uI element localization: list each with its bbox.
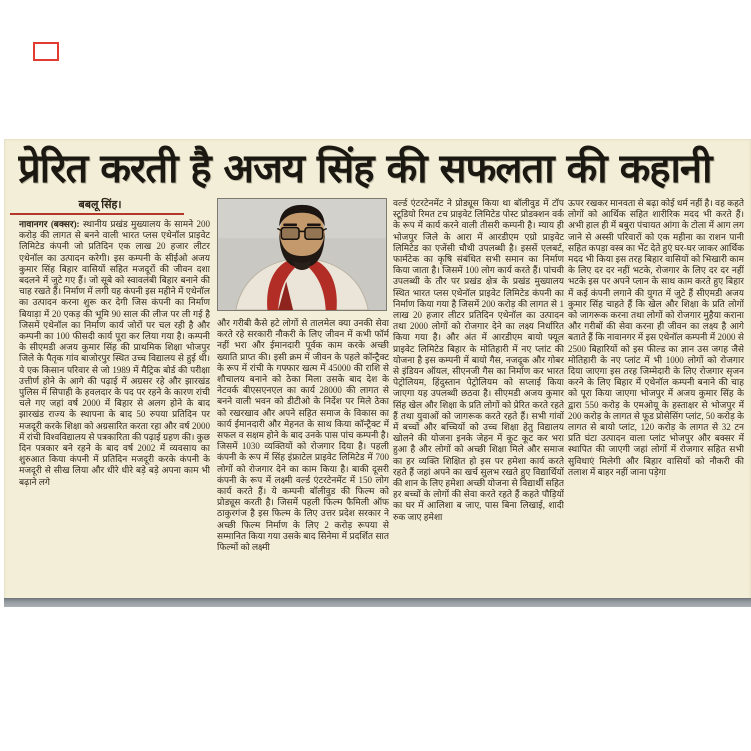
red-marker-box bbox=[33, 42, 59, 61]
text-column-2 bbox=[217, 318, 389, 597]
dateline: नावानगर (बक्सर): bbox=[19, 219, 80, 229]
column-3-text: वर्ल्ड एंटरटेनमेंट ने प्रोड्यूस किया था बॉलीवुड में टॉप स्टूडियो रिमत टच प्राइवेट लिमिटेड पोस्ट प्रोडक्शन वर्क के रूप में कार्य करने वाली तीसरी कम्पनी है। म्याय ही भोजपुर जिले के आरा में आरडीएम एग्रो प्राइवेट लिमिटेड का एजेंसी चौथी उपलब्धी है। इससें एलबर्ट, फार्मटेक का कृषि संबंधित सभी समान का निर्माण किया जाता है। जिसमें 100 लोग कार्य करते हैं। पांचवी उपलब्धी के तौर पर प्रखंड क्षेत्र के प्रखंड मुख्यालय स्थित भारत प्लस एथेनॉल प्राइवेट लिमिटेड कंपनी का निर्माण किया गया है जिसमें 200 करोड़ की लागत से 1 लाख 20 हजार लीटर प्रतिदिन एथेनॉल का उत्पादन तथा 2000 लोगों को रोजगार देने का लक्ष्य निर्धारित किया गया है। और अंत में आरडीएम बायो फ्यूल प्राइवेट लिमिटेड बिहार के मोतिहारी में नए प्लांट की योजना है इस कम्पनी में बायो गैस, नजदूक और गोबर से इंडियन ऑयल, सीएनजी गैस का निर्माण कर भारत पेट्रोलियम, हिंदुस्तान पेट्रोलियम को सप्लाई किया जाएगा यह उपलब्धी छठवा है। सीएमडी अजय कुमार सिंह खेल और शिक्षा के प्रति लोगों को प्रेरित करते रहते हैं तथा युवाओं को जागरूक करते रहते हैं। सभी गांवों में बच्चों और बच्चियों को उच्च शिक्षा हेतु विद्यालय खोलने की योजना इनके जेहन में कूट कूट कर भरा हुआ है और लोगों को अच्छी शिक्षा मिले और समाज का हर व्यक्ति शिक्षित हो इस पर हमेशा कार्य करते रहते हैं जहां अपने का खर्च सुलभ रखते हुए विद्यार्थियों की शान के लिए हमेशा अच्छी योजना से विद्यार्थी सहित हर बच्चों के लोगों की सेवा करते रहते हैं कहते पौड़ियों का घर में आलिशा ब जाए, पास बिना लिखाई, शादी रुक जाए हमेशा bbox=[393, 198, 564, 522]
portrait-photo-drawing bbox=[218, 199, 386, 310]
clipping-cut-edge bbox=[4, 598, 751, 607]
article-headline: प्रेरित करती है अजय सिंह की सफलता की कहानी bbox=[18, 146, 712, 192]
article-byline: बबलू सिंह। bbox=[78, 199, 122, 211]
column-4-text: ऊपर रखकर मानवता से बढ़ा कोई धर्म नहीं है। वह कहते लोगों को आर्थिक सहित शारीरिक मदद भी करते हैं। अभी हाल ही में बबुरा पंचायत आंगा के टोला में आग लग जाने से अस्सी परिवारों को एक महीना का राशन पानी सहित कपड़ा वस्त्र का भेंट देते हुएं घर-घर जाकर आर्थिक मदद भी किया इस तरह बिहार वासियों को भिखारी काम के लिए दर दर नहीं भटके, रोजगार के लिए दर दर नहीं भटके इस पर अपने प्लान के साथ काम करते हुए बिहार में कई कंपनी लगाने की युगत में जुटे हैं सीएमडी अजय कुमार सिंह चाहते हैं कि खेल और शिक्षा के प्रति लोगों को जागरूक करना तथा लोगों को रोजगार मुहैया कराना और गरीबों की सेवा करना ही जीवन का लक्ष्य है आगे बताते हैं कि नावानगर में इस एथेनॉल कम्पनी में 2000 से 2500 बिहारियों को इस फील्ड का ज्ञान उस जगह जैसे मोतिहारी के नए प्लांट में भी 1000 लोगों को रोजगार दिया जाएगा इस तरह जिम्मेदारी के लिए रोजगार सृजन करने के लिए बिहार में एथेनॉल कम्पनी बनाने की चाह को पूरा किया जाएगा भोजपुर में अजय कुमार सिंह के द्वारा 550 करोड़ के एमओयू के हस्ताक्षर से भोजपुर में 200 करोड़ के लागत से फूड प्रोसेसिंग प्लांट, 50 करोड़ के लागत से बायो प्लांट, 120 करोड़ के लागत से 32 टन प्रति घंटा उत्पादन वाला प्लांट भोजपुर और बक्सर में स्थापित की जाएगी जहां लोगों में रोजगार सहित सभी सुविधाएं मिलेगी और बिहार वासियों को नौकरी की तलाश में बाहर नहीं जाना पड़ेगा bbox=[568, 198, 744, 477]
column-1-text: स्थानीय प्रखंड मुख्यालय के सामने 200 करोड़ की लागत से बनने वाली भारत प्लस एथेनॉल प्राइवेट लिमिटेड कंपनी जो प्रतिदिन एक लाख 20 हजार लीटर एथेनॉल का उत्पादन करेगी। इस कम्पनी के सीईओ अजय कुमार सिंह बिहार वासियों सहित मजदूरों की जीवन दशा बदलने में जुटे गए हैं। जो सूबे को स्वावलंबी बिहार बनाने की चाह रखते हैं। निर्माण में लगी यह कंपनी इस महीने में एथेनॉल का उत्पादन करना शुरू कर देगी जिस कंपनी का निर्माण बियाड़ा में 20 एकड़ की भूमि 90 साल की लीज पर ली गई है जिसमें एथेनॉल का निर्माण कार्य जोरों पर चल रही है और कम्पनी का 100 फीसदी कार्य पूरा कर लिया गया है। कम्पनी के सीएमडी अजय कुमार सिंह की प्राथमिक शिक्षा भोजपुर जिले के पैतृक गांव बाजोरपुर स्थित उच्च विद्यालय से हुई थी। ये एक किसान परिवार से जो 1989 में मैट्रिक बोर्ड की परीक्षा उत्तीर्ण होने के आगे की पढ़ाई में अग्रसर रहे और झारखंड पुलिस में सिपाही के हवलदार के पद पर रहने के कारण रांची चले गए जहां वर्ष 2000 में बिहार से अलग होने के बाद झारखंड राज्य के स्थापना के बाद 50 रुपया प्रतिदिन पर मजदूरी करके शिक्षा को अग्रसारित करता रहा और वर्ष 2000 में रांची विश्वविद्यालय से पत्रकारिता की पढ़ाई ग्रहण की। कुछ दिन पत्रकार बने रहने के बाद वर्ष 2002 में व्यवसाय का शुरुआत किया कंपनी में प्रतिदिन मजदूरी करके कंपनी के मजदूरी से सीख लिया और धीरे धीरे बड़े बड़े अपना काम भी बढ़ाने लगे bbox=[19, 219, 210, 487]
text-column-1 bbox=[19, 219, 210, 597]
column-2-text: और गरीबी कैसे हटे लोगों से तालमेल क्या उनकी सेवा करते रहे सरकारी नौकरी के लिए जीवन में कभी फॉर्म नहीं भरा और ईमानदारी पूर्वक काम करके अच्छी ख्याति प्राप्त की। इसी क्रम में जीवन के पहले कॉन्ट्रैक्ट के रूप में रांची के गफ्फार खत्म में 45000 की राशि से शौचालय बनाने को ठेका मिला उसके बाद देश के नेटवर्क बीएसएनएल का कार्य 28000 की लागत से बनने वाली भवन को डीटीओ के निर्देश पर मिले ठेका को रखरखाव और अपने सहित समाज के विकास का कार्य ईमानदारी और मेहनत के साथ किया कॉन्ट्रैक्ट में सफल व सक्षम होने के बाद उनके पास पांच कम्पनी है। जिसमें 1030 व्यक्तियों को रोजगार दिया है। पहली कंपनी के रूप में सिंह इंफ्राटेल प्राइवेट लिमिटेड में 700 लोगों को रोजगार देने का काम किया है। बाकी दूसरी कंपनी के रूप में लक्ष्मी वर्ल्ड एंटरटेनमेंट में 150 लोग कार्य करते हैं। ये कम्पनी बॉलीवुड की फिल्म को प्रोड्यूस करती है। जिसमें पहली फिल्म फैमिली ऑफ ठाकुरगंज है इस फिल्म के लिए उत्तर प्रदेश सरकार ने अच्छी फिल्म निर्माण के लिए 2 करोड़ रूपया से सम्मानित किया गया उसके बाद सिनेमा में प्रदर्शित सात फिल्मों को लक्ष्मी bbox=[217, 318, 389, 553]
text-column-3 bbox=[393, 198, 564, 597]
newspaper-clipping bbox=[4, 139, 751, 607]
text-column-4 bbox=[568, 198, 744, 597]
portrait-photo bbox=[217, 198, 387, 311]
byline-rule bbox=[10, 213, 184, 215]
